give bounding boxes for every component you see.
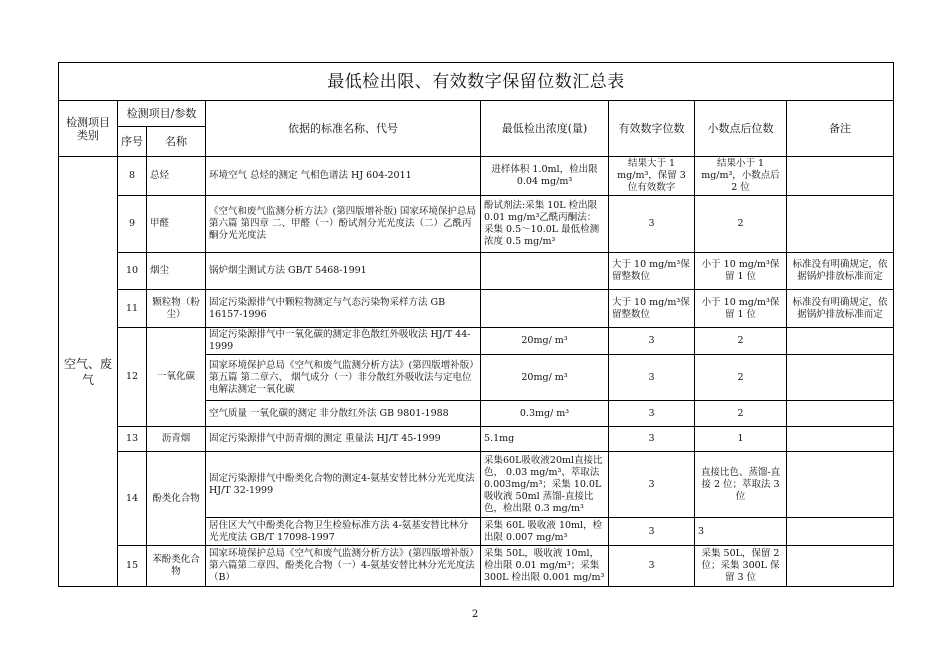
- sig-digits-cell: 3: [609, 196, 695, 253]
- name-cell: 一氧化碳: [147, 328, 206, 427]
- remarks-cell: [787, 518, 894, 546]
- standard-cell: 空气质量 一氧化碳的测定 非分散红外法 GB 9801-1988: [206, 401, 481, 427]
- standard-cell: 固定污染源排气中沥青烟的测定 重量法 HJ/T 45-1999: [206, 427, 481, 452]
- standard-cell: 固定污染源排气中一氧化碳的测定非色散红外吸收法 HJ/T 44-1999: [206, 328, 481, 355]
- decimals-cell: 2: [695, 328, 787, 355]
- table-row: [59, 157, 894, 196]
- remarks-cell: [787, 452, 894, 518]
- header-seq: 序号: [118, 127, 147, 157]
- sig-digits-cell: 3: [609, 452, 695, 518]
- decimals-cell: 1: [695, 427, 787, 452]
- header-item-param: 检测项目/参数: [118, 101, 206, 127]
- name-cell: 苯酚类化合物: [147, 546, 206, 587]
- decimals-cell: 结果小于 1 mg/m³，小数点后 2 位: [695, 157, 787, 196]
- decimals-cell: 直接比色、蒸馏-直接 2 位；萃取法 3 位: [695, 452, 787, 518]
- table-row: [59, 196, 894, 253]
- remarks-cell: [787, 355, 894, 401]
- remarks-cell: [787, 401, 894, 427]
- header-min-limit: 最低检出浓度(量): [481, 101, 609, 157]
- name-cell: 颗粒物（粉尘）: [147, 290, 206, 328]
- table-row: [59, 328, 894, 355]
- seq-cell: 10: [118, 253, 147, 290]
- sig-digits-cell: 3: [609, 427, 695, 452]
- min-limit-cell: 5.1mg: [481, 427, 609, 452]
- name-cell: 总烃: [147, 157, 206, 196]
- header-remarks: 备注: [787, 101, 894, 157]
- table-row: [59, 253, 894, 290]
- remarks-cell: 标准没有明确规定，依据锅炉排放标准而定: [787, 290, 894, 328]
- decimals-cell: 3: [695, 518, 787, 546]
- table-row: [59, 290, 894, 328]
- decimals-cell: 2: [695, 401, 787, 427]
- sig-digits-cell: 3: [609, 546, 695, 587]
- remarks-cell: 标准没有明确规定，依据锅炉排放标准而定: [787, 253, 894, 290]
- name-cell: 沥青烟: [147, 427, 206, 452]
- sig-digits-cell: 3: [609, 518, 695, 546]
- min-limit-cell: 采集60L吸收液20ml直接比色， 0.03 mg/m³、萃取法 0.003mg/m³；采集 10.0L 吸收液 50ml 蒸馏-直接比色，检出限 0.3 mg/m³: [481, 452, 609, 518]
- category-cell: 空气、废气: [59, 157, 118, 587]
- seq-cell: 12: [118, 328, 147, 427]
- page-number: 2: [471, 609, 479, 620]
- header-sig-digits: 有效数字位数: [609, 101, 695, 157]
- seq-cell: 13: [118, 427, 147, 452]
- seq-cell: 14: [118, 452, 147, 546]
- standard-cell: 居住区大气中酚类化合物卫生检验标准方法 4-氨基安替比林分光光度法 GB/T 17098-1997: [206, 518, 481, 546]
- sig-digits-cell: 结果大于 1 mg/m³，保留 3 位有效数字: [609, 157, 695, 196]
- min-limit-cell: 进样体积 1.0ml，检出限 0.04 mg/m³: [481, 157, 609, 196]
- name-cell: 甲醛: [147, 196, 206, 253]
- seq-cell: 8: [118, 157, 147, 196]
- header-name: 名称: [147, 127, 206, 157]
- seq-cell: 11: [118, 290, 147, 328]
- decimals-cell: 2: [695, 355, 787, 401]
- table-row: [59, 546, 894, 587]
- standard-cell: 锅炉烟尘测试方法 GB/T 5468-1991: [206, 253, 481, 290]
- decimals-cell: 采集 50L，保留 2 位；采集 300L 保留 3 位: [695, 546, 787, 587]
- header-decimals: 小数点后位数: [695, 101, 787, 157]
- remarks-cell: [787, 546, 894, 587]
- header-category: 检测项目类别: [59, 101, 118, 157]
- table-row: [59, 427, 894, 452]
- min-limit-cell: 20mg/ m³: [481, 355, 609, 401]
- sig-digits-cell: 大于 10 mg/m³保留整数位: [609, 253, 695, 290]
- summary-table: [58, 62, 894, 587]
- remarks-cell: [787, 328, 894, 355]
- remarks-cell: [787, 196, 894, 253]
- remarks-cell: [787, 427, 894, 452]
- standard-cell: 国家环境保护总局《空气和废气监测分析方法》(第四版增补版）第六篇第二章四、酚类化合物（一）4-氨基安替比林分光光度法（B）: [206, 546, 481, 587]
- seq-cell: 9: [118, 196, 147, 253]
- decimals-cell: 小于 10 mg/m³保留 1 位: [695, 290, 787, 328]
- standard-cell: 固定污染源排气中酚类化合物的测定4-氨基安替比林分光光度法 HJ/T 32-1999: [206, 452, 481, 518]
- sig-digits-cell: 3: [609, 328, 695, 355]
- sig-digits-cell: 3: [609, 355, 695, 401]
- decimals-cell: 2: [695, 196, 787, 253]
- min-limit-cell: 采集 60L 吸收液 10ml，检出限 0.007 mg/m³: [481, 518, 609, 546]
- standard-cell: 环境空气 总烃的测定 气相色谱法 HJ 604-2011: [206, 157, 481, 196]
- min-limit-cell: 0.3mg/ m³: [481, 401, 609, 427]
- sig-digits-cell: 大于 10 mg/m³保留整数位: [609, 290, 695, 328]
- sig-digits-cell: 3: [609, 401, 695, 427]
- header-standard: 依据的标准名称、代号: [206, 101, 481, 157]
- min-limit-cell: [481, 290, 609, 328]
- min-limit-cell: 酚试剂法:采集 10L 检出限 0.01 mg/m³乙酰丙酮法：采集 0.5～10.0L 最低检测浓度 0.5 mg/m³: [481, 196, 609, 253]
- name-cell: 烟尘: [147, 253, 206, 290]
- table-title: 最低检出限、有效数字保留位数汇总表: [59, 63, 894, 101]
- min-limit-cell: 采集 50L，吸收液 10ml，检出限 0.01 mg/m³；采集 300L 检出限 0.001 mg/m³: [481, 546, 609, 587]
- seq-cell: 15: [118, 546, 147, 587]
- name-cell: 酚类化合物: [147, 452, 206, 546]
- min-limit-cell: 20mg/ m³: [481, 328, 609, 355]
- table-row: [59, 452, 894, 518]
- standard-cell: 固定污染源排气中颗粒物测定与气态污染物采样方法 GB 16157-1996: [206, 290, 481, 328]
- min-limit-cell: [481, 253, 609, 290]
- standard-cell: 国家环境保护总局《空气和废气监测分析方法》(第四版增补版）第五篇 第二章六、 烟气成分（一）非分散红外吸收法与定电位电解法测定一氧化碳: [206, 355, 481, 401]
- decimals-cell: 小于 10 mg/m³保留 1 位: [695, 253, 787, 290]
- standard-cell: 《空气和废气监测分析方法》(第四版增补版) 国家环境保护总局第六篇 第四章 二、甲醛（一）酚试剂分光光度法（二）乙酰丙酮分光光度法: [206, 196, 481, 253]
- remarks-cell: [787, 157, 894, 196]
